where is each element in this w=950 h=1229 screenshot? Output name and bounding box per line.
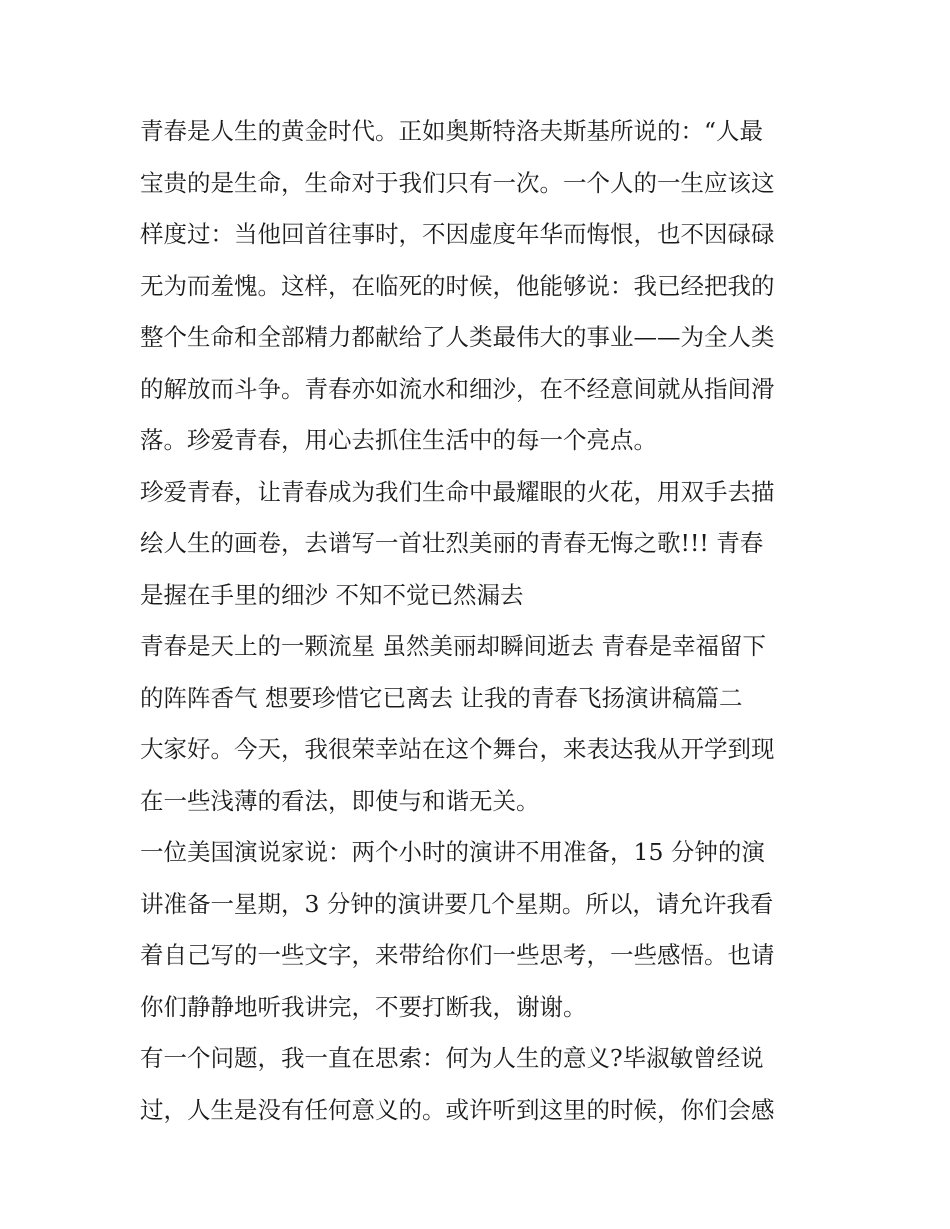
- text-line: 大家好。今天，我很荣幸站在这个舞台，来表达我从开学到现: [140, 735, 775, 763]
- text-line: 无为而羞愧。这样，在临死的时候，他能够说：我已经把我的: [140, 271, 775, 300]
- text-line: 你们静静地听我讲完，不要打断我，谢谢。: [140, 992, 587, 1021]
- text-line: 落。珍爱青春，用心去抓住生活中的每一个亮点。: [140, 426, 657, 454]
- text-line: 在一些浅薄的看法，即使与和谐无关。: [140, 786, 540, 815]
- text-line: 过，人生是没有任何意义的。或许听到这里的时候，你们会感: [140, 1095, 775, 1124]
- body-text: [140, 106, 820, 1136]
- text-line: 讲准备一星期，3 分钟的演讲要几个星期。所以，请允许我看: [140, 889, 774, 918]
- text-line: 整个生命和全部精力都献给了人类最伟大的事业——为全人类: [140, 323, 775, 351]
- text-line: 宝贵的是生命，生命对于我们只有一次。一个人的一生应该这: [140, 168, 775, 197]
- text-line: 青春是人生的黄金时代。正如奥斯特洛夫斯基所说的：“人最: [140, 117, 764, 145]
- text-line: 珍爱青春，让青春成为我们生命中最耀眼的火花，用双手去描: [140, 477, 775, 506]
- text-line: 有一个问题，我一直在思索：何为人生的意义?毕淑敏曾经说: [140, 1044, 764, 1072]
- text-line: 样度过：当他回首往事时，不因虚度年华而悔恨，也不因碌碌: [140, 220, 775, 248]
- text-line: 绘人生的画卷，去谱写一首壮烈美丽的青春无悔之歌!!! 青春: [140, 529, 764, 557]
- text-line: 的阵阵香气 想要珍惜它已离去 让我的青春飞扬演讲稿篇二: [140, 683, 743, 712]
- text-line: 着自己写的一些文字，来带给你们一些思考，一些感悟。也请: [140, 941, 775, 969]
- text-line: 是握在手里的细沙 不知不觉已然漏去: [140, 580, 524, 609]
- text-line: 青春是天上的一颗流星 虽然美丽却瞬间逝去 青春是幸福留下: [140, 632, 766, 660]
- text-line: 一位美国演说家说：两个小时的演讲不用准备，15 分钟的演: [140, 838, 765, 866]
- text-line: 的解放而斗争。青春亦如流水和细沙，在不经意间就从指间滑: [140, 374, 775, 403]
